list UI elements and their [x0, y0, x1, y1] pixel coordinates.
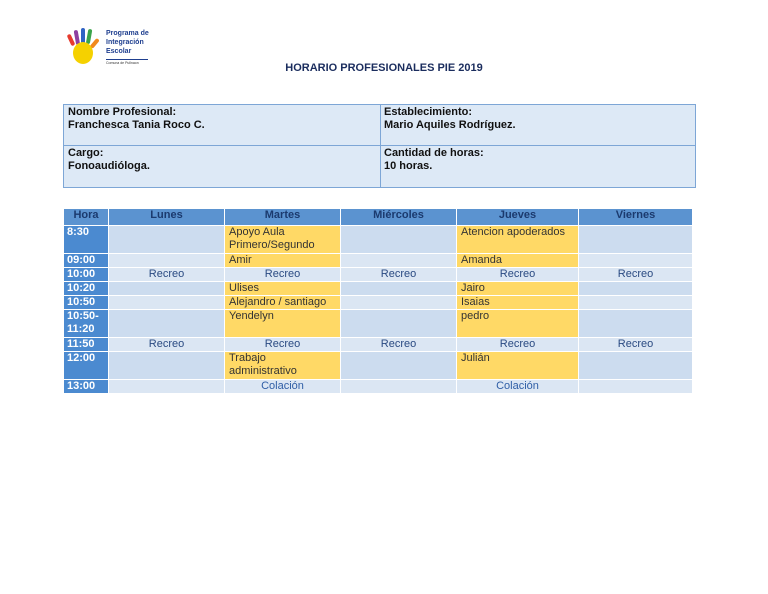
cargo-value: Fonoaudióloga.: [68, 160, 150, 172]
martes-cell: Alejandro / santiago: [225, 296, 341, 310]
horas-label: Cantidad de horas:: [384, 147, 484, 159]
viernes-cell: [579, 352, 693, 380]
viernes-cell: [579, 226, 693, 254]
hour-cell: 8:30: [64, 226, 109, 254]
hour-cell: 10:20: [64, 282, 109, 296]
table-row: [64, 226, 693, 254]
hour-cell: 12:00: [64, 352, 109, 380]
martes-cell: Yendelyn: [225, 310, 341, 338]
jueves-cell: Atencion apoderados: [457, 226, 579, 254]
schedule-header-row: [64, 209, 693, 226]
header-lunes: Lunes: [109, 209, 225, 226]
cargo-field: [68, 147, 150, 173]
jueves-cell: Jairo: [457, 282, 579, 296]
nombre-value: Franchesca Tania Roco C.: [68, 119, 205, 131]
table-row: [64, 282, 693, 296]
establecimiento-label: Establecimiento:: [384, 106, 473, 118]
horas-value: 10 horas.: [384, 160, 433, 172]
martes-cell: Apoyo Aula Primero/Segundo: [225, 226, 341, 254]
nombre-label: Nombre Profesional:: [68, 106, 177, 118]
viernes-cell: Recreo: [579, 338, 693, 352]
table-row: [64, 296, 693, 310]
miercoles-cell: [341, 380, 457, 394]
hour-cell: 09:00: [64, 254, 109, 268]
miercoles-cell: [341, 310, 457, 338]
horas-field: [384, 147, 484, 173]
lunes-cell: Recreo: [109, 338, 225, 352]
lunes-cell: Recreo: [109, 268, 225, 282]
page-title: HORARIO PROFESIONALES PIE 2019: [285, 62, 483, 74]
lunes-cell: [109, 296, 225, 310]
table-row: [64, 352, 693, 380]
professional-info-box: [63, 104, 696, 188]
header-hora: Hora: [64, 209, 109, 226]
cargo-label: Cargo:: [68, 147, 104, 159]
viernes-cell: [579, 254, 693, 268]
establecimiento-field: [384, 106, 516, 132]
viernes-cell: [579, 310, 693, 338]
jueves-cell: Recreo: [457, 338, 579, 352]
jueves-cell: pedro: [457, 310, 579, 338]
lunes-cell: [109, 226, 225, 254]
lunes-cell: [109, 282, 225, 296]
hour-cell: 13:00: [64, 380, 109, 394]
schedule-table: [63, 208, 693, 394]
hour-cell: 10:50- 11:20: [64, 310, 109, 338]
table-row: [64, 268, 693, 282]
header-martes: Martes: [225, 209, 341, 226]
info-divider-horizontal: [64, 145, 695, 146]
miercoles-cell: [341, 296, 457, 310]
jueves-cell: Colación: [457, 380, 579, 394]
miercoles-cell: [341, 352, 457, 380]
establecimiento-value: Mario Aquiles Rodríguez.: [384, 119, 516, 131]
martes-cell: Colación: [225, 380, 341, 394]
hour-cell: 11:50: [64, 338, 109, 352]
logo-divider: [106, 59, 148, 60]
logo-text: Programa de Integración Escolar: [106, 30, 149, 55]
table-row: [64, 310, 693, 338]
viernes-cell: [579, 282, 693, 296]
miercoles-cell: Recreo: [341, 338, 457, 352]
table-row: [64, 254, 693, 268]
viernes-cell: Recreo: [579, 268, 693, 282]
lunes-cell: [109, 310, 225, 338]
miercoles-cell: [341, 254, 457, 268]
hour-cell: 10:50: [64, 296, 109, 310]
table-row: [64, 380, 693, 394]
nombre-field: [68, 106, 205, 132]
lunes-cell: [109, 352, 225, 380]
miercoles-cell: [341, 282, 457, 296]
martes-cell: Recreo: [225, 338, 341, 352]
martes-cell: Ulises: [225, 282, 341, 296]
jueves-cell: Amanda: [457, 254, 579, 268]
logo-subtitle: Comuna de Pullnaon: [106, 61, 139, 65]
info-divider-vertical: [380, 105, 381, 187]
lunes-cell: [109, 254, 225, 268]
lunes-cell: [109, 380, 225, 394]
jueves-cell: Julián: [457, 352, 579, 380]
martes-cell: Trabajo administrativo: [225, 352, 341, 380]
header-miercoles: Miércoles: [341, 209, 457, 226]
table-row: [64, 338, 693, 352]
viernes-cell: [579, 296, 693, 310]
miercoles-cell: Recreo: [341, 268, 457, 282]
hour-cell: 10:00: [64, 268, 109, 282]
header-jueves: Jueves: [457, 209, 579, 226]
viernes-cell: [579, 380, 693, 394]
martes-cell: Amir: [225, 254, 341, 268]
jueves-cell: Isaias: [457, 296, 579, 310]
header-viernes: Viernes: [579, 209, 693, 226]
miercoles-cell: [341, 226, 457, 254]
jueves-cell: Recreo: [457, 268, 579, 282]
martes-cell: Recreo: [225, 268, 341, 282]
